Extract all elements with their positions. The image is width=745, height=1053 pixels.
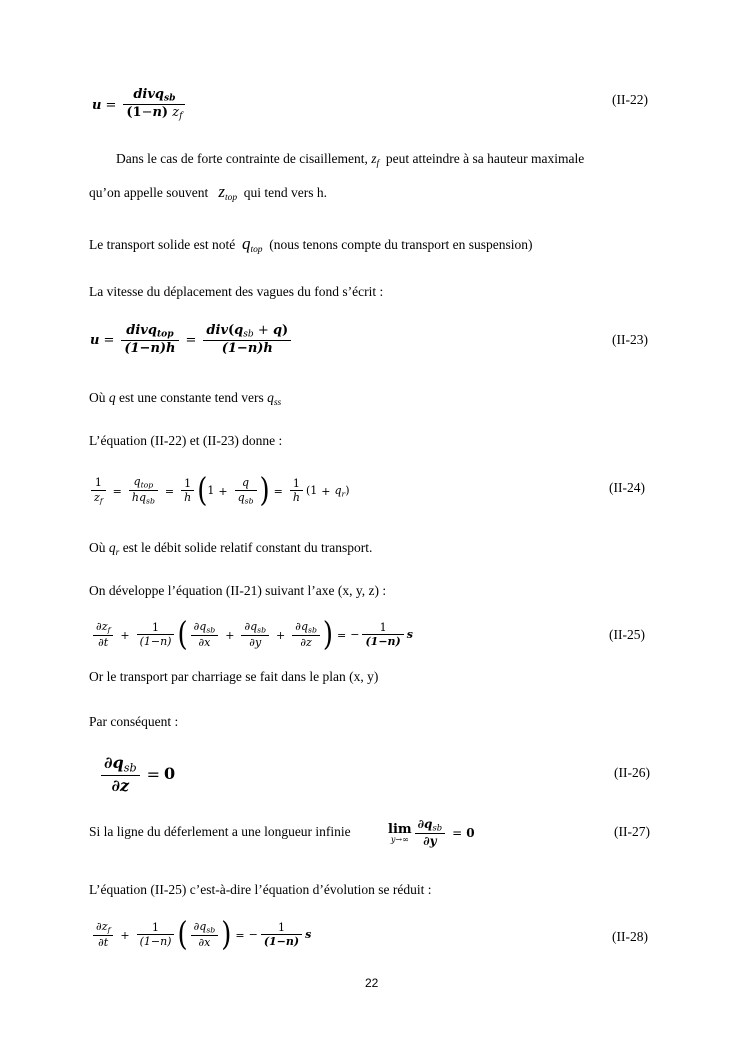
page-number: 22 bbox=[365, 976, 379, 990]
paragraph-par-consequent: Par conséquent : bbox=[89, 714, 179, 729]
paragraph-debit-solide: Où $q_r$ est le débit solide relatif constant du transport. bbox=[89, 540, 373, 558]
paragraph-ztop: qu’on appelle souvent $z_{top}$ qui tend vers h. bbox=[89, 182, 328, 203]
equation-number-II-23: (II-23) bbox=[612, 332, 648, 347]
equation-II-24: $\frac{1}{z_f}$ = $\frac{q_{top}}{hq_{sb}}$ = $\frac{1}{h}$ (1 + $\frac{q}{q_{sb}}$ ) = $\frac{1}{h}$ $(1 + q_r)$ bbox=[88, 476, 350, 506]
paragraph-q-constante: Où q est une constante tend vers $q_{ss}$ bbox=[89, 390, 282, 408]
equation-II-25: $\frac{\partial z_f}{\partial t}$ + $\frac{1}{(1-n)}$ ( $\frac{\partial q_{sb}}{\partial x}$ + $\frac{\partial q_{sb}}{\partial y}$ + $\frac{\partial q_{sb}}{\partial z}$ ) = − $\frac{1}{(1-n)}$ s bbox=[90, 620, 413, 650]
paragraph-transport-solide: Le transport solide est noté $q_{top}$ (nous tenons compte du transport en suspension) bbox=[89, 234, 533, 255]
equation-II-27: lim y→∞ $\frac{\partial q_{sb}}{\partial y}$ = 0 bbox=[388, 817, 475, 849]
paragraph-shear-stress: Dans le cas de forte contrainte de cisaillement, $z_f$ peut atteindre à sa hauteur maximale bbox=[116, 151, 585, 169]
paragraph-equation-donne: L’équation (II-22) et (II-23) donne : bbox=[89, 433, 283, 448]
paragraph-equation-evolution: L’équation (II-25) c’est-à-dire l’équation d’évolution se réduit : bbox=[89, 882, 432, 897]
equation-II-22: u = $\frac{divq_{sb}}{(1-n) z_f}$ bbox=[92, 88, 188, 123]
equation-number-II-26: (II-26) bbox=[614, 765, 650, 780]
equation-number-II-28: (II-28) bbox=[612, 929, 648, 944]
paragraph-charriage: Or le transport par charriage se fait dans le plan (x, y) bbox=[89, 669, 379, 684]
equation-II-28: $\frac{\partial z_f}{\partial t}$ + $\frac{1}{(1-n)}$ ( $\frac{\partial q_{sb}}{\partial x}$ ) = − $\frac{1}{(1-n)}$ s bbox=[90, 920, 311, 950]
equation-II-23: u = $\frac{divq_{top}}{(1-n)h}$ = $\frac{div(q_{sb} + q)}{(1-n)h}$ bbox=[90, 324, 294, 357]
equation-II-26: $\frac{\partial q_{sb}}{\partial z}$ = 0 bbox=[98, 754, 175, 795]
paragraph-developpe: On développe l’équation (II-21) suivant l’axe (x, y, z) : bbox=[89, 583, 387, 598]
paragraph-vitesse: La vitesse du déplacement des vagues du fond s’écrit : bbox=[89, 284, 384, 299]
equation-number-II-22: (II-22) bbox=[612, 92, 648, 107]
equation-number-II-25: (II-25) bbox=[609, 627, 645, 642]
equation-number-II-27: (II-27) bbox=[614, 824, 650, 839]
equation-number-II-24: (II-24) bbox=[609, 480, 645, 495]
paragraph-ligne-deferlement: Si la ligne du déferlement a une longueur infinie bbox=[89, 824, 351, 839]
